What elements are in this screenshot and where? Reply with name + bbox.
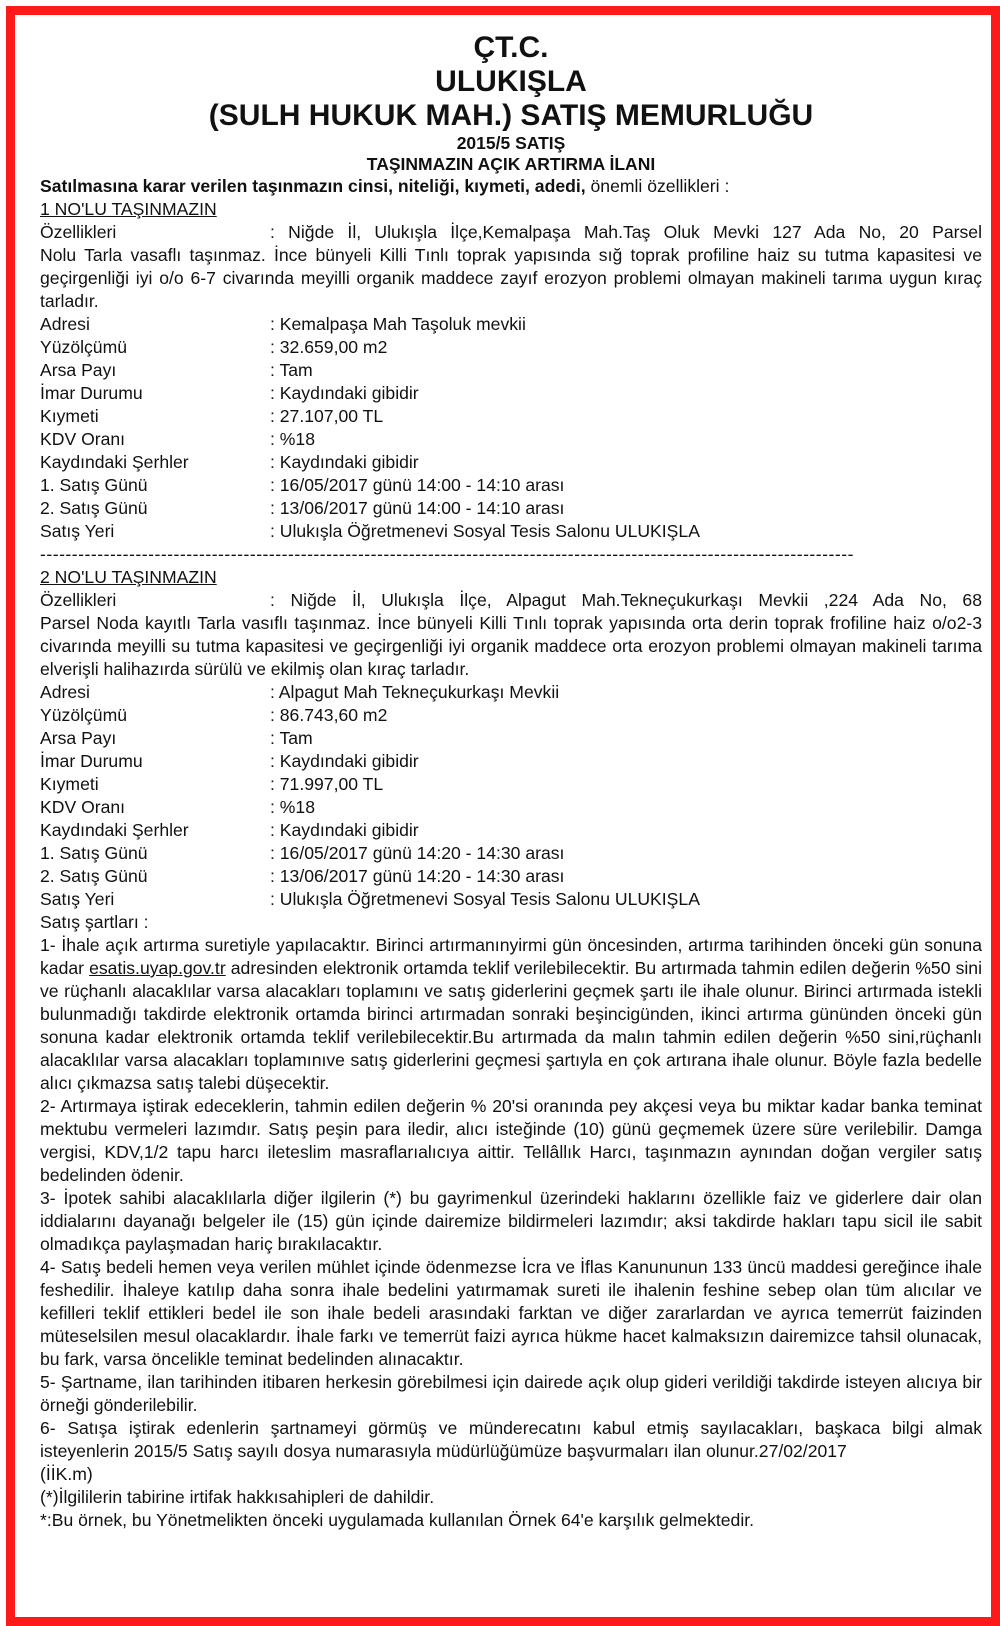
- field-row: [40, 704, 982, 727]
- condition-1-part-b: adresinden elektronik ortamda teklif verilebilecektir. Bu artırmada tahmin edilen değerin %50 sini ve rüçhanlı alacaklılar varsa alacakları toplamını ve satış giderlerini geçmek şartı ile ihale olunur. Birinci artırmada istekli bulunmadığı takdirde elektronik ortamda birinci artırmadan sonraki beşincigünden, ikinci artırma gününden önceki gün sonuna kadar elektronik ortamda teklif verilebilecektir.Bu artırmada da malın tahmin edilen değerin %50 sini,rüçhanlı alacaklılar varsa alacakları toplamınıve satış giderlerini geçmesi şartıyla en çok artırana ihale olunur. Böyle fazla bedelle alıcı çıkmazsa satış talebi düşecektir.: [40, 958, 982, 1093]
- field-label: Satış Yeri: [40, 889, 115, 909]
- field-row: [40, 428, 982, 451]
- field-label: Kaydındaki Şerhler: [40, 820, 189, 840]
- field-row: [40, 773, 982, 796]
- property-1-heading: 1 NO'LU TAŞINMAZIN: [40, 199, 217, 219]
- field-row: [40, 865, 982, 888]
- intro-line: [40, 175, 982, 198]
- field-value: : Kaydındaki gibidir: [270, 751, 419, 771]
- field-row: [40, 313, 982, 336]
- field-label: KDV Oranı: [40, 429, 126, 449]
- field-value: : 16/05/2017 günü 14:20 - 14:30 arası: [270, 843, 565, 863]
- intro-rest: önemli özellikleri :: [585, 176, 730, 196]
- field-label: Adresi: [40, 682, 90, 702]
- field-value: : Alpagut Mah Tekneçukurkaşı Mevkii: [270, 682, 560, 702]
- field-value: : Ulukışla Öğretmenevi Sosyal Tesis Salonu ULUKIŞLA: [270, 521, 700, 541]
- file-number: 2015/5 SATIŞ: [456, 133, 566, 153]
- notice-content: [40, 31, 982, 1532]
- field-row: [40, 520, 982, 543]
- header-line-1: ÇT.C.: [473, 31, 549, 64]
- field-value: : %18: [270, 429, 315, 449]
- field-value: : %18: [270, 797, 315, 817]
- field-label: Arsa Payı: [40, 360, 117, 380]
- field-label: Satış Yeri: [40, 521, 115, 541]
- law-reference: (İİK.m): [40, 1464, 93, 1484]
- field-label: Yüzölçümü: [40, 705, 128, 725]
- notice-title: TAŞINMAZIN AÇIK ARTIRMA İLANI: [366, 154, 656, 174]
- field-row: [40, 750, 982, 773]
- field-value: : 32.659,00 m2: [270, 337, 388, 357]
- field-value: : 27.107,00 TL: [270, 406, 384, 426]
- field-row: [40, 359, 982, 382]
- property-2-heading: 2 NO'LU TAŞINMAZIN: [40, 567, 217, 587]
- field-value: : Ulukışla Öğretmenevi Sosyal Tesis Salonu ULUKIŞLA: [270, 889, 700, 909]
- field-label: Kıymeti: [40, 774, 99, 794]
- field-row: [40, 888, 982, 911]
- field-row: [40, 336, 982, 359]
- field-value: : Kemalpaşa Mah Taşoluk mevkii: [270, 314, 526, 334]
- notice-border: [6, 6, 1000, 1626]
- condition-6: 6- Satışa iştirak edenlerin şartnameyi görmüş ve münderecatını kabul etmiş sayılacakları, başkaca bilgi almak isteyenlerin 2015/5 Satış sayılı dosya numarasıyla müdürlüğümüze başvurmaları ilan olunur.27/02/2017: [40, 1418, 982, 1461]
- field-value: : Kaydındaki gibidir: [270, 383, 419, 403]
- field-label: İmar Durumu: [40, 751, 143, 771]
- field-value: : 13/06/2017 günü 14:00 - 14:10 arası: [270, 498, 565, 518]
- property-2-features-text: Parsel Noda kayıtlı Tarla vasıflı taşınmaz. İnce bünyeli Killi Tınlı toprak yapısında orta derin toprak frofiline haiz o/o2-3 civarında meyilli su tutma kapasitesi ve geçirgenliği iyi organik maddece orta erozyon problemi olmayan makineli tarıma elverişli halihazırda sürülü ve ekilmiş olan kıraç tarladır.: [40, 613, 982, 679]
- field-label: 1. Satış Günü: [40, 843, 148, 863]
- field-value: : 86.743,60 m2: [270, 705, 388, 725]
- field-label: 2. Satış Günü: [40, 498, 148, 518]
- property-1-features-row: [40, 221, 982, 244]
- field-label: Özellikleri: [40, 590, 117, 610]
- field-value: : Kaydındaki gibidir: [270, 452, 419, 472]
- esatis-link[interactable]: esatis.uyap.gov.tr: [89, 958, 226, 978]
- header-line-3: (SULH HUKUK MAH.) SATIŞ MEMURLUĞU: [208, 99, 814, 132]
- condition-2: 2- Artırmaya iştirak edeceklerin, tahmin edilen değerin % 20'si oranında pey akçesi veya bu miktar kadar banka teminat mektubu vermeleri lazımdır. Satış peşin para iledir, alıcı isteğinde (10) günü geçmemek üzere süre verilebilir. Damga vergisi, KDV,1/2 tapu harcı ileteslim masraflarıalıcıya aittir. Tellâllık Harcı, taşınmazın aynından doğan vergiler satış bedelinden ödenir.: [40, 1096, 982, 1185]
- conditions-heading: Satış şartları :: [40, 912, 149, 932]
- field-label: Yüzölçümü: [40, 337, 128, 357]
- condition-1-part-a: 1- İhale açık artırma suretiyle yapılacaktır. Birinci artırmanınyirmi gün öncesinden, artırma tarihinden önceki gün sonuna kadar: [40, 935, 982, 978]
- field-label: Arsa Payı: [40, 728, 117, 748]
- field-label: İmar Durumu: [40, 383, 143, 403]
- field-row: [40, 451, 982, 474]
- field-row: [40, 796, 982, 819]
- field-row: [40, 681, 982, 704]
- property-2-features-row: [40, 589, 982, 612]
- property-2-fields: [40, 681, 982, 911]
- separator-line: --------------------------------------------------------------------------------------------------------------------------------: [40, 544, 854, 564]
- header-line-2: ULUKIŞLA: [435, 65, 587, 98]
- field-row: [40, 497, 982, 520]
- field-label: 1. Satış Günü: [40, 475, 148, 495]
- field-value: : Kaydındaki gibidir: [270, 820, 419, 840]
- field-row: [40, 727, 982, 750]
- field-value: : Niğde İl, Ulukışla İlçe, Alpagut Mah.Tekneçukurkaşı Mevkii ,224 Ada No, 68: [270, 590, 982, 610]
- field-row: [40, 842, 982, 865]
- property-1-features-text: Nolu Tarla vasaflı taşınmaz. İnce bünyeli Killi Tınlı toprak yapısında sığ toprak profiline haiz su tutma kapasitesi ve geçirgenliği iyi o/o 6-7 civarında meyilli organik maddece zayıf erozyon problemi olmayan makineli tarıma uygun kıraç tarladır.: [40, 245, 982, 311]
- condition-4: 4- Satış bedeli hemen veya verilen mühlet içinde ödenmezse İcra ve İflas Kanununun 133 üncü maddesi gereğince ihale feshedilir. İhaleye katılıp daha sonra ihale bedelini yatırmamak sureti ile ihalenin feshine sebep olan tüm alıcılar ve kefilleri teklif ettikleri bedel ile son ihale bedeli arasındaki farktan ve diğer zararlardan ve ayrıca temerrüt faizinden müteselsilen mesul olacaklardır. İhale farkı ve temerrüt faizi ayrıca hükme hacet kalmaksızın dairemizce tahsil olunacak, bu fark, varsa öncelikle teminat bedelinden alınacaktır.: [40, 1257, 982, 1369]
- field-label: Özellikleri: [40, 222, 117, 242]
- field-row: [40, 474, 982, 497]
- footnote-1: (*)İlgililerin tabirine irtifak hakkısahipleri de dahildir.: [40, 1487, 435, 1507]
- condition-1: [40, 934, 982, 1095]
- field-value: : Tam: [270, 728, 313, 748]
- field-label: Kıymeti: [40, 406, 99, 426]
- field-row: [40, 405, 982, 428]
- field-label: KDV Oranı: [40, 797, 126, 817]
- condition-5: 5- Şartname, ilan tarihinden itibaren herkesin görebilmesi için dairede açık olup gideri verildiği takdirde isteyen alıcıya bir örneği gönderilebilir.: [40, 1372, 982, 1415]
- field-label: Adresi: [40, 314, 90, 334]
- footnote-2: *:Bu örnek, bu Yönetmelikten önceki uygulamada kullanılan Örnek 64'e karşılık gelmektedir.: [40, 1510, 755, 1530]
- field-label: Kaydındaki Şerhler: [40, 452, 189, 472]
- field-value: : Niğde İl, Ulukışla İlçe,Kemalpaşa Mah.Taş Oluk Mevki 127 Ada No, 20 Parsel: [270, 222, 982, 242]
- field-value: : 13/06/2017 günü 14:20 - 14:30 arası: [270, 866, 565, 886]
- field-row: [40, 819, 982, 842]
- field-label: 2. Satış Günü: [40, 866, 148, 886]
- property-1-fields: [40, 313, 982, 543]
- field-value: : 71.997,00 TL: [270, 774, 384, 794]
- field-value: : 16/05/2017 günü 14:00 - 14:10 arası: [270, 475, 565, 495]
- intro-bold: Satılmasına karar verilen taşınmazın cinsi, niteliği, kıymeti, adedi,: [40, 176, 586, 196]
- field-value: : Tam: [270, 360, 313, 380]
- field-row: [40, 382, 982, 405]
- condition-3: 3- İpotek sahibi alacaklılarla diğer ilgilerin (*) bu gayrimenkul üzerindeki haklarını özellikle faiz ve giderlere dair olan iddialarını dayanağı belgeler ile (15) gün içinde dairemize bildirmeleri lazımdır; aksi takdirde hakları tapu sicil ile sabit olmadıkça paylaşmadan hariç bırakılacaktır.: [40, 1188, 982, 1254]
